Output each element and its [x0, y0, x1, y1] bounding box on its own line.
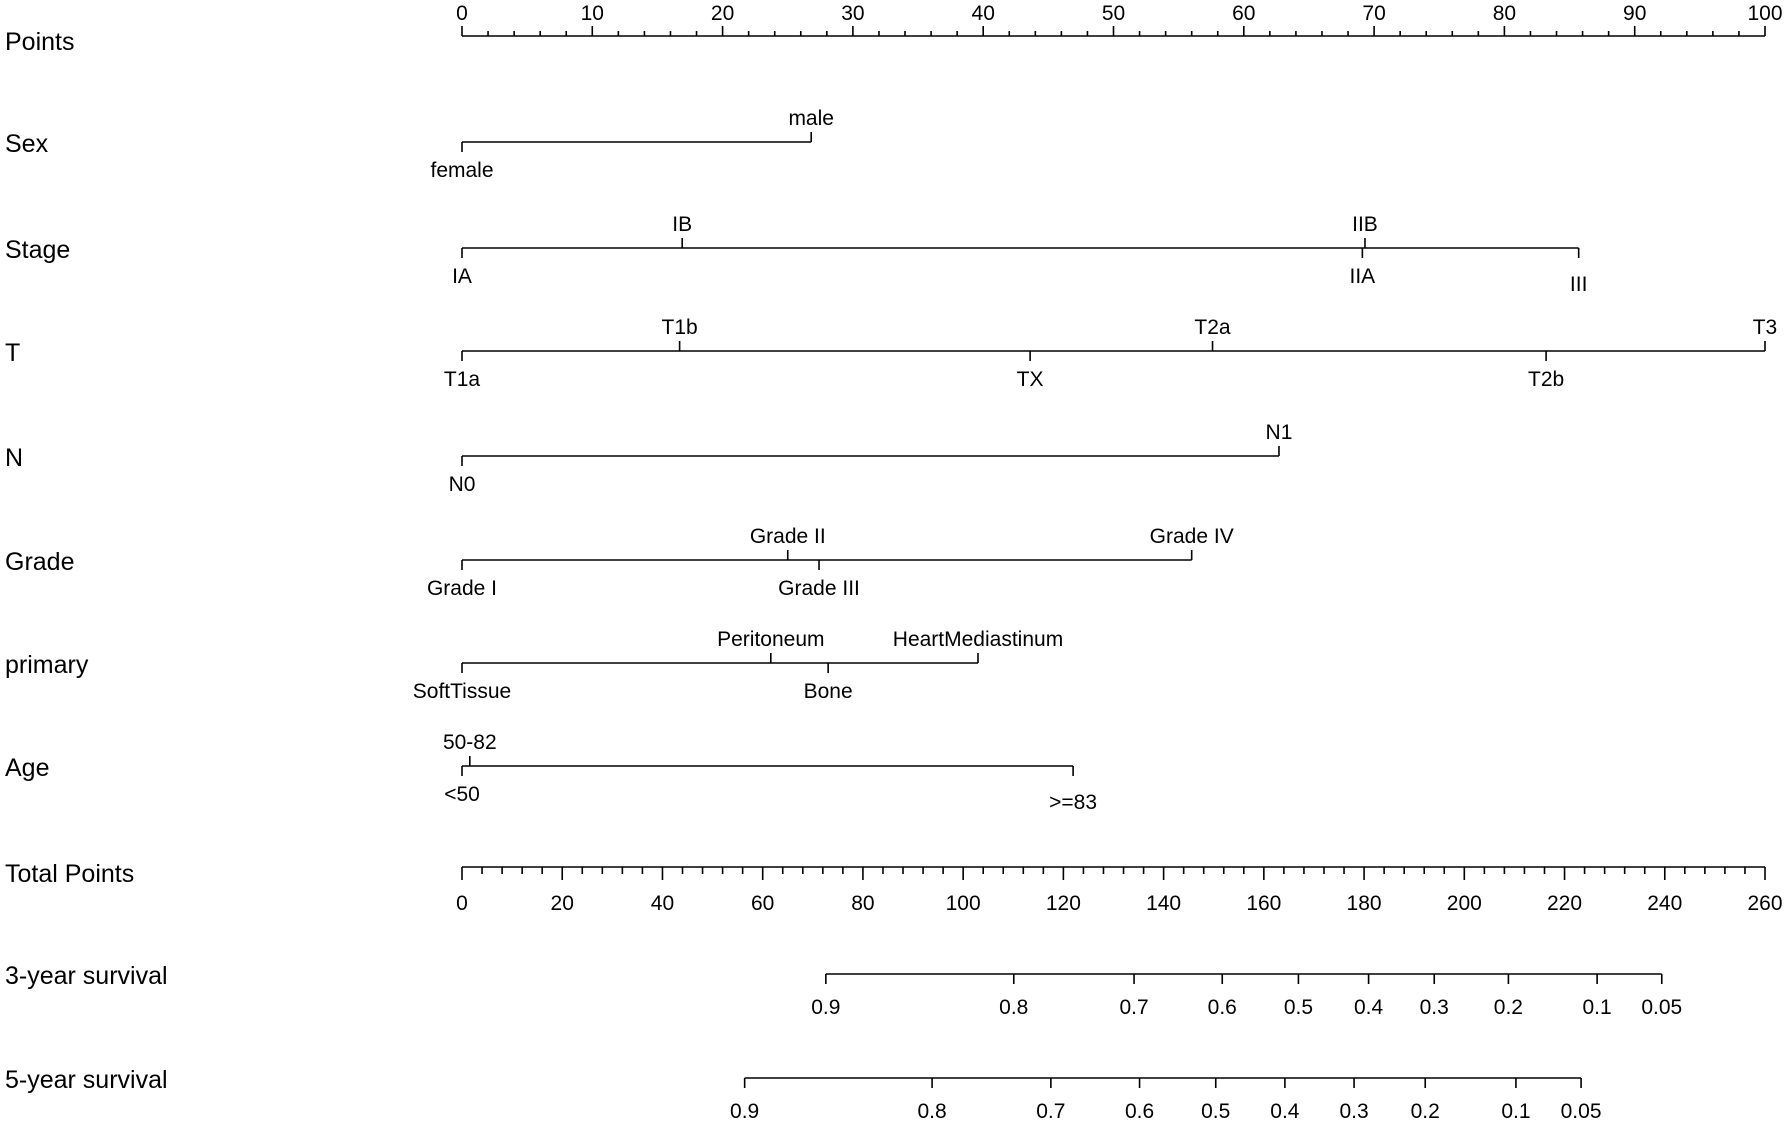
level-label: SoftTissue	[412, 680, 512, 703]
row-label: primary	[5, 651, 89, 679]
total-points-tick-label: 0	[456, 892, 468, 915]
level-label: T2b	[1528, 368, 1565, 391]
points-tick-label: 90	[1623, 2, 1647, 25]
survival-tick-label: 0.2	[1493, 996, 1524, 1019]
survival-tick-label: 0.6	[1124, 1100, 1155, 1122]
level-label: IIA	[1349, 265, 1376, 288]
row-label: Age	[5, 754, 50, 782]
total-points-tick-label: 140	[1146, 892, 1182, 915]
row-label: Grade	[5, 548, 75, 576]
level-label: Grade I	[426, 577, 498, 600]
level-label: 50-82	[442, 731, 497, 754]
row-label: Stage	[5, 236, 71, 264]
row-label: 5-year survival	[5, 1066, 168, 1094]
points-tick-label: 100	[1747, 2, 1783, 25]
points-tick-label: 70	[1362, 2, 1386, 25]
level-label: T1b	[661, 316, 698, 339]
survival-tick-label: 0.4	[1353, 996, 1384, 1019]
points-tick-label: 30	[841, 2, 865, 25]
total-points-tick-label: 220	[1547, 892, 1583, 915]
level-label: Bone	[803, 680, 853, 703]
variable-row-t	[5, 316, 1777, 391]
survival-tick-label: 0.8	[999, 996, 1029, 1019]
survival-tick-label: 0.9	[811, 996, 841, 1019]
level-label: HeartMediastinum	[892, 628, 1064, 651]
points-tick-label: 60	[1232, 2, 1256, 25]
row-label: Sex	[5, 130, 49, 158]
survival-tick-label: 0.7	[1036, 1100, 1066, 1122]
survival-tick-label: 0.6	[1207, 996, 1237, 1019]
level-label: IIB	[1352, 213, 1378, 236]
row-label-points: Points	[5, 28, 75, 56]
total-points-tick-label: 40	[650, 892, 675, 915]
points-tick-label: 10	[580, 2, 604, 25]
level-label: III	[1569, 273, 1588, 296]
level-label: male	[788, 107, 834, 130]
level-label: IB	[672, 213, 693, 236]
row-label: T	[5, 339, 21, 367]
survival-tick-label: 0.05	[1560, 1100, 1602, 1122]
variable-row-grade	[5, 525, 1234, 600]
row-label: 3-year survival	[5, 962, 168, 990]
survival-tick-label: 0.9	[730, 1100, 760, 1122]
level-label: Grade IV	[1149, 525, 1234, 548]
total-points-tick-label: 160	[1246, 892, 1282, 915]
survival-tick-label: 0.8	[917, 1100, 947, 1122]
variable-row-sex	[5, 107, 834, 182]
level-label: Peritoneum	[717, 628, 825, 651]
variable-row-n	[5, 421, 1292, 496]
total-points-tick-label: 240	[1647, 892, 1683, 915]
total-points-tick-label: 20	[550, 892, 574, 915]
survival-tick-label: 0.1	[1582, 996, 1612, 1019]
total-points-tick-label: 100	[945, 892, 981, 915]
level-label: TX	[1016, 368, 1044, 391]
level-label: T1a	[443, 368, 481, 391]
total-points-tick-label: 180	[1346, 892, 1382, 915]
total-points-tick-label: 260	[1747, 892, 1783, 915]
variable-row-stage	[5, 213, 1587, 296]
survival-tick-label: 0.5	[1201, 1100, 1231, 1122]
level-label: <50	[444, 783, 480, 806]
points-tick-label: 20	[710, 2, 735, 25]
level-label: N1	[1265, 421, 1293, 444]
total-points-axis	[5, 860, 1783, 915]
survival-tick-label: 0.5	[1283, 996, 1314, 1019]
level-label: N0	[448, 473, 476, 496]
level-label: T3	[1752, 316, 1778, 339]
total-points-tick-label: 60	[751, 892, 775, 915]
variable-row-age	[5, 731, 1097, 814]
survival-tick-label: 0.7	[1119, 996, 1149, 1019]
row-label-total-points: Total Points	[5, 860, 135, 888]
points-tick-label: 40	[971, 2, 995, 25]
level-label: Grade II	[749, 525, 826, 548]
survival-tick-label: 0.2	[1410, 1100, 1440, 1122]
survival-tick-label: 0.05	[1641, 996, 1683, 1019]
variable-row-primary	[5, 628, 1063, 703]
survival-tick-label: 0.3	[1339, 1100, 1369, 1122]
survival-tick-label: 0.4	[1270, 1100, 1300, 1122]
survival-tick-label: 0.1	[1501, 1100, 1531, 1122]
points-tick-label: 80	[1492, 2, 1517, 25]
points-tick-label: 50	[1101, 2, 1126, 25]
level-label: >=83	[1049, 791, 1098, 814]
survival-axis-3-year	[5, 962, 1682, 1019]
total-points-tick-label: 200	[1446, 892, 1482, 915]
level-label: T2a	[1194, 316, 1231, 339]
points-axis	[5, 2, 1783, 56]
level-label: Grade III	[778, 577, 860, 600]
level-label: IA	[452, 265, 472, 288]
level-label: female	[430, 159, 494, 182]
total-points-tick-label: 120	[1045, 892, 1081, 915]
survival-axis-5-year	[5, 1066, 1602, 1122]
survival-tick-label: 0.3	[1419, 996, 1449, 1019]
row-label: N	[5, 444, 24, 472]
points-tick-label: 0	[456, 2, 468, 25]
total-points-tick-label: 80	[851, 892, 875, 915]
